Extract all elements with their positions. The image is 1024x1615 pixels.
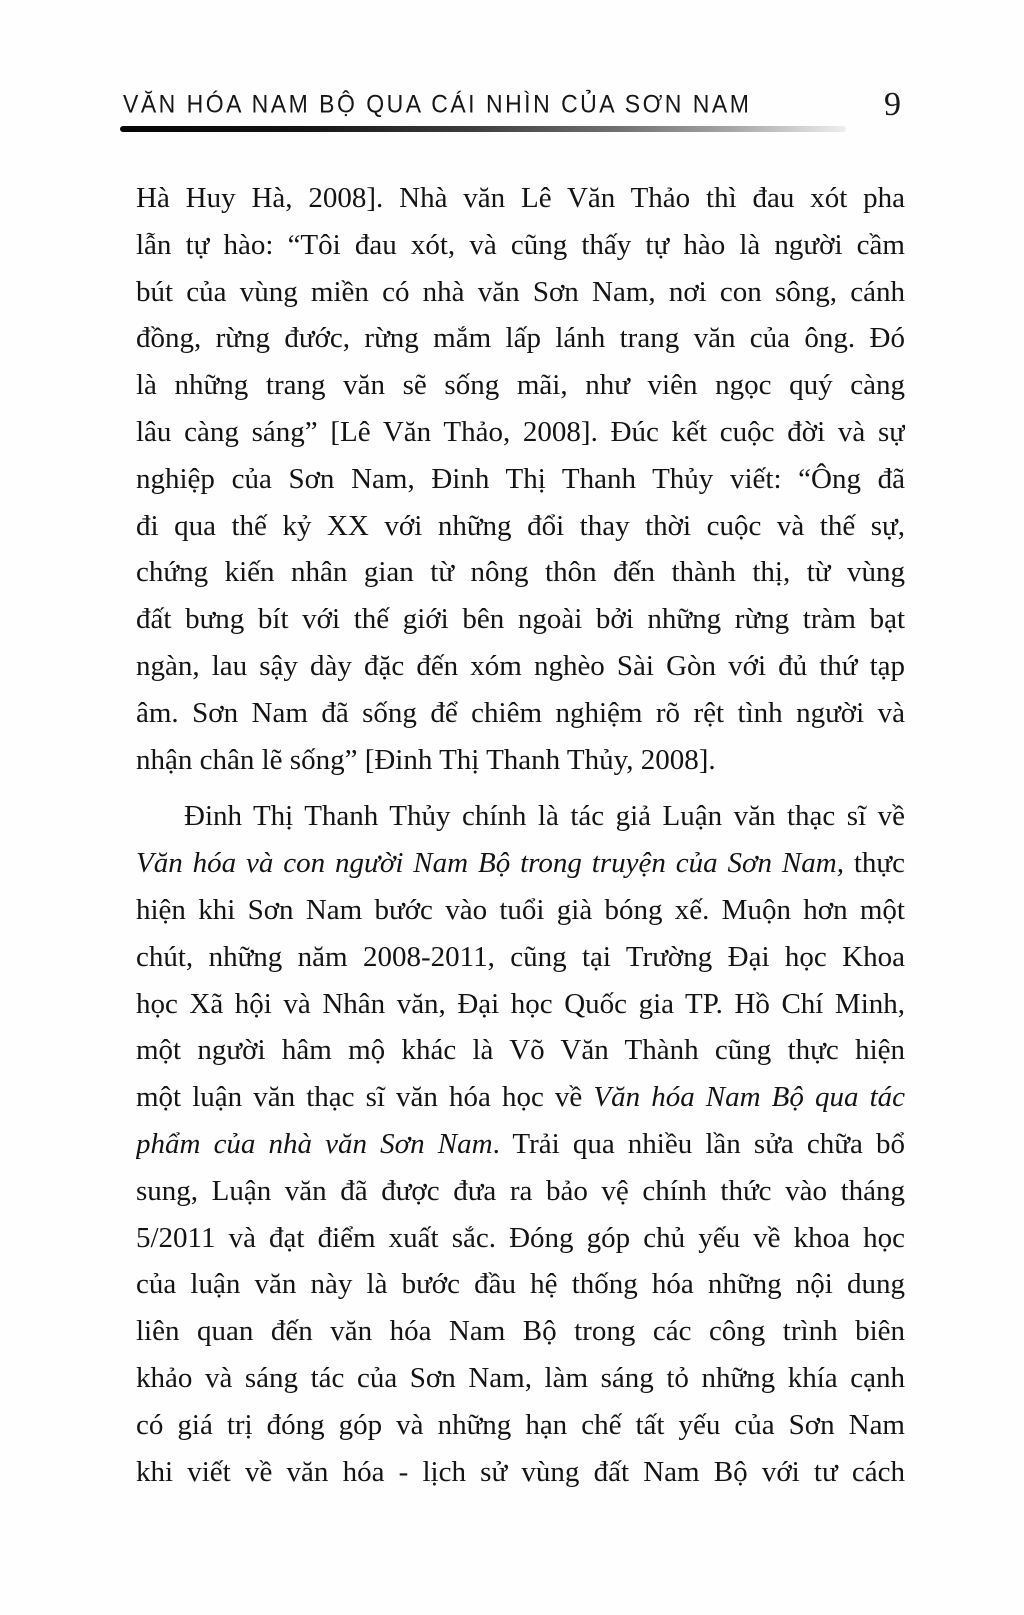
text-line	[136, 456, 905, 503]
book-title-italic: Văn hóa và con người Nam Bộ trong truyện của Sơn Nam,	[136, 847, 844, 880]
text-segment: 5/2011 và đạt điểm xuất sắc. Đóng góp chủ yếu về khoa học	[136, 1221, 905, 1254]
text-line	[136, 596, 905, 643]
text-line	[136, 409, 905, 456]
book-title-italic: phẩm của nhà văn Sơn Nam	[136, 1127, 493, 1160]
text-segment: liên quan đến văn hóa Nam Bộ trong các công trình biên	[136, 1315, 905, 1348]
text-line	[136, 315, 905, 362]
text-line	[136, 362, 905, 409]
text-segment: thực	[843, 847, 905, 880]
text-line	[136, 934, 905, 981]
text-segment: sung, Luận văn đã được đưa ra bảo vệ chính thức vào tháng	[136, 1174, 905, 1207]
text-segment: có giá trị đóng góp và những hạn chế tất yếu của Sơn Nam	[136, 1408, 905, 1441]
text-line	[136, 1355, 905, 1402]
text-line	[136, 737, 905, 784]
text-line	[136, 1402, 905, 1449]
text-segment: là những trang văn sẽ sống mãi, như viên ngọc quý càng	[136, 369, 905, 402]
page-number: 9	[884, 86, 901, 123]
text-line	[136, 1261, 905, 1308]
text-line	[136, 690, 905, 737]
text-line	[136, 793, 905, 840]
text-segment: một luận văn thạc sĩ văn hóa học về	[136, 1081, 594, 1114]
text-segment: khi viết về văn hóa - lịch sử vùng đất Nam Bộ với tư cách	[136, 1455, 905, 1488]
text-line	[136, 1168, 905, 1215]
text-line	[136, 1027, 905, 1074]
text-segment: nghiệp của Sơn Nam, Đinh Thị Thanh Thủy viết: “Ông đã	[136, 462, 905, 495]
text-segment: . Trải qua nhiều lần sửa chữa bổ	[492, 1127, 905, 1160]
text-block	[136, 175, 905, 1495]
paragraph	[136, 175, 905, 783]
text-segment: đi qua thế kỷ XX với những đổi thay thời cuộc và thế sự,	[136, 509, 905, 542]
text-line	[136, 981, 905, 1028]
text-segment: bút của vùng miền có nhà văn Sơn Nam, nơi con sông, cánh	[136, 275, 905, 308]
text-segment: đồng, rừng đước, rừng mắm lấp lánh trang văn của ông. Đó	[136, 322, 905, 355]
text-segment: Đinh Thị Thanh Thủy chính là tác giả Luận văn thạc sĩ về	[184, 800, 905, 833]
text-segment: học Xã hội và Nhân văn, Đại học Quốc gia TP. Hồ Chí Minh,	[136, 987, 905, 1020]
text-line	[136, 269, 905, 316]
book-title-italic: Văn hóa Nam Bộ qua tác	[593, 1081, 905, 1114]
text-line	[136, 887, 905, 934]
text-line	[136, 503, 905, 550]
text-segment: khảo và sáng tác của Sơn Nam, làm sáng tỏ những khía cạnh	[136, 1361, 905, 1394]
text-segment: đất bưng bít với thế giới bên ngoài bởi những rừng tràm bạt	[136, 603, 905, 636]
text-line	[136, 222, 905, 269]
text-segment: nhận chân lẽ sống” [Đinh Thị Thanh Thủy, 2008].	[136, 743, 716, 776]
header-rule-gradient	[120, 126, 846, 132]
text-line	[136, 643, 905, 690]
text-line	[136, 1215, 905, 1262]
text-segment: Hà Huy Hà, 2008]. Nhà văn Lê Văn Thảo thì đau xót pha	[136, 182, 905, 214]
text-line	[136, 1308, 905, 1355]
text-segment: lẫn tự hào: “Tôi đau xót, và cũng thấy tự hào là người cầm	[136, 228, 905, 261]
text-line	[136, 840, 905, 887]
text-segment: âm. Sơn Nam đã sống để chiêm nghiệm rõ rệt tình người và	[136, 696, 905, 729]
text-segment: ngàn, lau sậy dày đặc đến xóm nghèo Sài Gòn với đủ thứ tạp	[136, 649, 905, 682]
paragraph	[136, 793, 905, 1495]
text-line	[136, 1121, 905, 1168]
text-segment: chứng kiến nhân gian từ nông thôn đến thành thị, từ vùng	[136, 556, 905, 589]
text-line	[136, 1074, 905, 1121]
text-segment: một người hâm mộ khác là Võ Văn Thành cũng thực hiện	[136, 1034, 905, 1067]
text-segment: chút, những năm 2008-2011, cũng tại Trường Đại học Khoa	[136, 940, 905, 973]
text-line	[136, 1449, 905, 1496]
header-title: VĂN HÓA NAM BỘ QUA CÁI NHÌN CỦA SƠN NAM	[123, 90, 752, 119]
text-segment: lâu càng sáng” [Lê Văn Thảo, 2008]. Đúc kết cuộc đời và sự	[136, 415, 905, 448]
text-line	[136, 549, 905, 596]
text-segment: hiện khi Sơn Nam bước vào tuổi già bóng xế. Muộn hơn một	[136, 893, 905, 926]
text-segment: của luận văn này là bước đầu hệ thống hóa những nội dung	[136, 1268, 905, 1301]
text-line	[136, 175, 905, 222]
